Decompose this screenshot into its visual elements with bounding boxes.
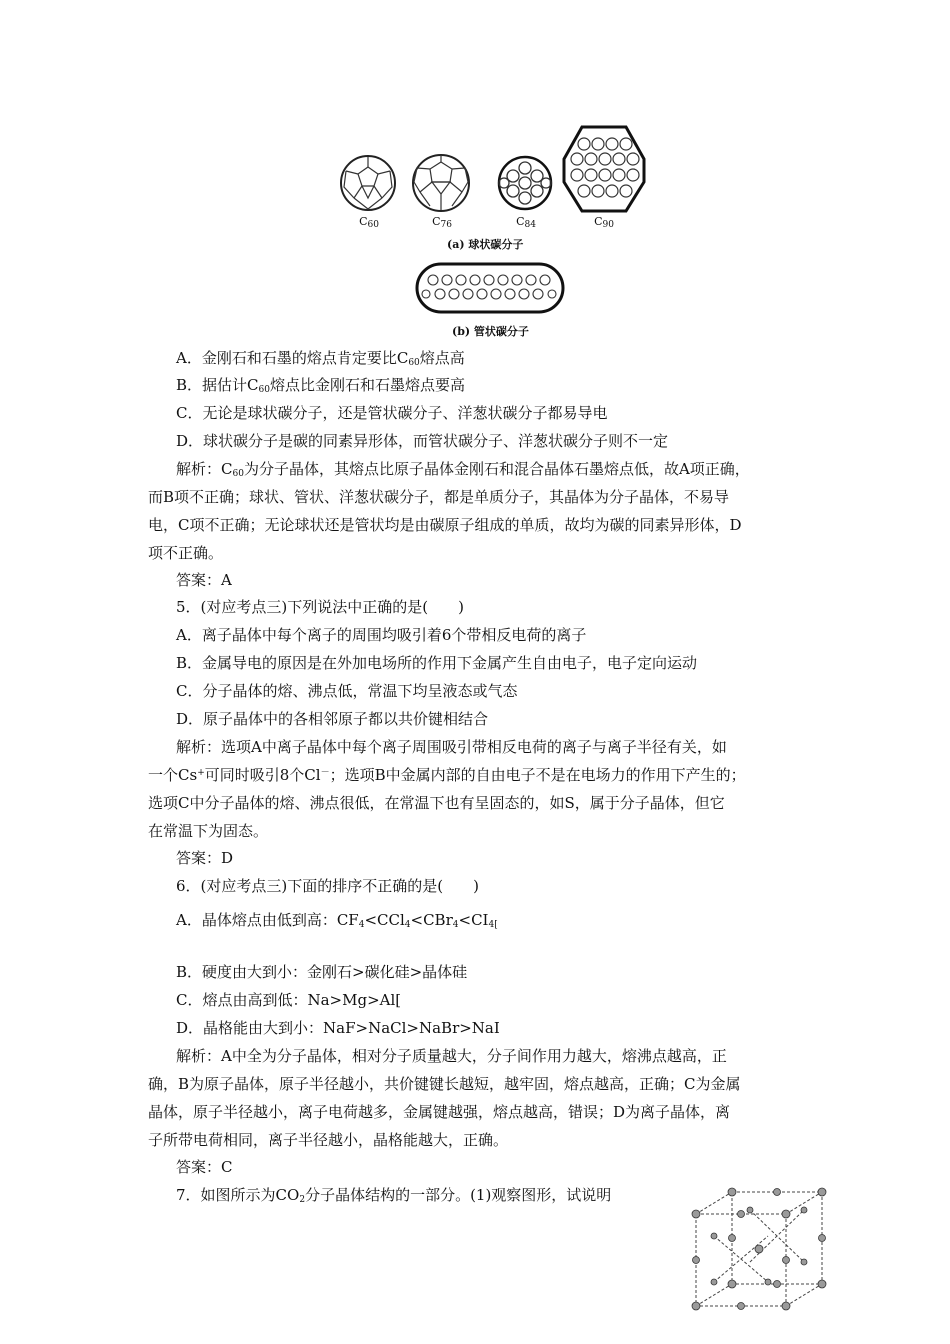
q4-option-d: D．球状碳分子是碳的同素异形体，而管状碳分子、洋葱状碳分子则不一定 bbox=[176, 432, 669, 450]
q4-analysis-line-3: 电，C项不正确；无论球状还是管状均是由碳原子组成的单质，故均为碳的同素异形体，D bbox=[148, 516, 742, 534]
fullerene-c90-figure bbox=[562, 124, 646, 214]
q6-option-c: C．熔点由高到低：Na>Mg>Al[ bbox=[176, 991, 402, 1009]
q6-option-d: D．晶格能由大到小：NaF>NaCl>NaBr>NaI bbox=[176, 1019, 500, 1037]
q5-analysis-line-2: 一个Cs+可同时吸引8个Cl－；选项B中金属内部的自由电子不是在电场力的作用下产生的； bbox=[148, 766, 746, 784]
c90-label: $C_{90}$ bbox=[594, 215, 614, 230]
q6-option-a: A．晶体熔点由低到高：$CF_4<CCl_4<CBr_4<CI_{4[}$ bbox=[176, 911, 498, 930]
c76-label: $C_{76}$ bbox=[432, 215, 452, 230]
q5-analysis-line-1: 解析：选项A中离子晶体中每个离子周围吸引带相反电荷的离子与离子半径有关，如 bbox=[176, 738, 727, 756]
co2-crystal-structure-figure bbox=[686, 1186, 832, 1314]
figure-caption-b: (b) 管状碳分子 bbox=[452, 325, 529, 338]
fullerene-c84-figure bbox=[496, 154, 554, 212]
q7-stem: 7．如图所示为$CO_2$分子晶体结构的一部分。(1)观察图形，试说明 bbox=[176, 1186, 612, 1205]
q4-analysis-line-2: 而B项不正确；球状、管状、洋葱状碳分子，都是单质分子，其晶体为分子晶体，不易导 bbox=[148, 488, 730, 506]
c84-label: $C_{84}$ bbox=[516, 215, 536, 230]
q5-analysis-line-3: 选项C中分子晶体的熔、沸点很低，在常温下也有呈固态的，如S，属于分子晶体，但它 bbox=[148, 794, 725, 812]
q6-option-b: B．硬度由大到小：金刚石>碳化硅>晶体硅 bbox=[176, 963, 468, 981]
q4-analysis-line-4: 项不正确。 bbox=[148, 544, 224, 562]
q5-option-a: A．离子晶体中每个离子的周围均吸引着6个带相反电荷的离子 bbox=[176, 626, 587, 644]
q4-option-c: C．无论是球状碳分子，还是管状碳分子、洋葱状碳分子都易导电 bbox=[176, 404, 608, 422]
q5-analysis-line-4: 在常温下为固态。 bbox=[148, 822, 269, 840]
q6-analysis-line-3: 晶体，原子半径越小，离子电荷越多，金属键越强，熔点越高，错误；D为离子晶体，离 bbox=[148, 1103, 731, 1121]
q5-option-b: B．金属导电的原因是在外加电场所的作用下金属产生自由电子，电子定向运动 bbox=[176, 654, 698, 672]
q6-stem: 6．(对应考点三)下面的排序不正确的是( ) bbox=[176, 877, 479, 895]
figure-caption-a: (a) 球状碳分子 bbox=[447, 238, 524, 251]
q6-analysis-line-4: 子所带电荷相同，离子半径越小，晶格能越大，正确。 bbox=[148, 1131, 509, 1149]
carbon-nanotube-figure bbox=[415, 262, 565, 314]
q5-stem: 5．(对应考点三)下列说法中正确的是( ) bbox=[176, 598, 464, 616]
q6-answer: 答案：C bbox=[176, 1158, 233, 1176]
q6-analysis-line-2: 确，B为原子晶体，原子半径越小，共价键键长越短，越牢固，熔点越高，正确；C为金属 bbox=[148, 1075, 741, 1093]
c60-label: $C_{60}$ bbox=[359, 215, 379, 230]
q4-answer: 答案：A bbox=[176, 571, 232, 589]
fullerene-c60-figure bbox=[338, 153, 398, 213]
fullerene-c76-figure bbox=[410, 152, 472, 214]
q5-answer: 答案：D bbox=[176, 849, 234, 867]
q6-analysis-line-1: 解析：A中全为分子晶体，相对分子质量越大，分子间作用力越大，熔沸点越高，正 bbox=[176, 1047, 727, 1065]
q4-option-b: B．据估计$C_{60}$熔点比金刚石和石墨熔点要高 bbox=[176, 376, 465, 395]
q4-analysis-line-1: 解析：$C_{60}$为分子晶体，其熔点比原子晶体金刚石和混合晶体石墨熔点低，故A项正确， bbox=[176, 460, 750, 479]
q5-option-d: D．原子晶体中的各相邻原子都以共价键相结合 bbox=[176, 710, 489, 728]
q5-option-c: C．分子晶体的熔、沸点低，常温下均呈液态或气态 bbox=[176, 682, 518, 700]
q4-option-a: A．金刚石和石墨的熔点肯定要比$C_{60}$熔点高 bbox=[176, 349, 465, 368]
